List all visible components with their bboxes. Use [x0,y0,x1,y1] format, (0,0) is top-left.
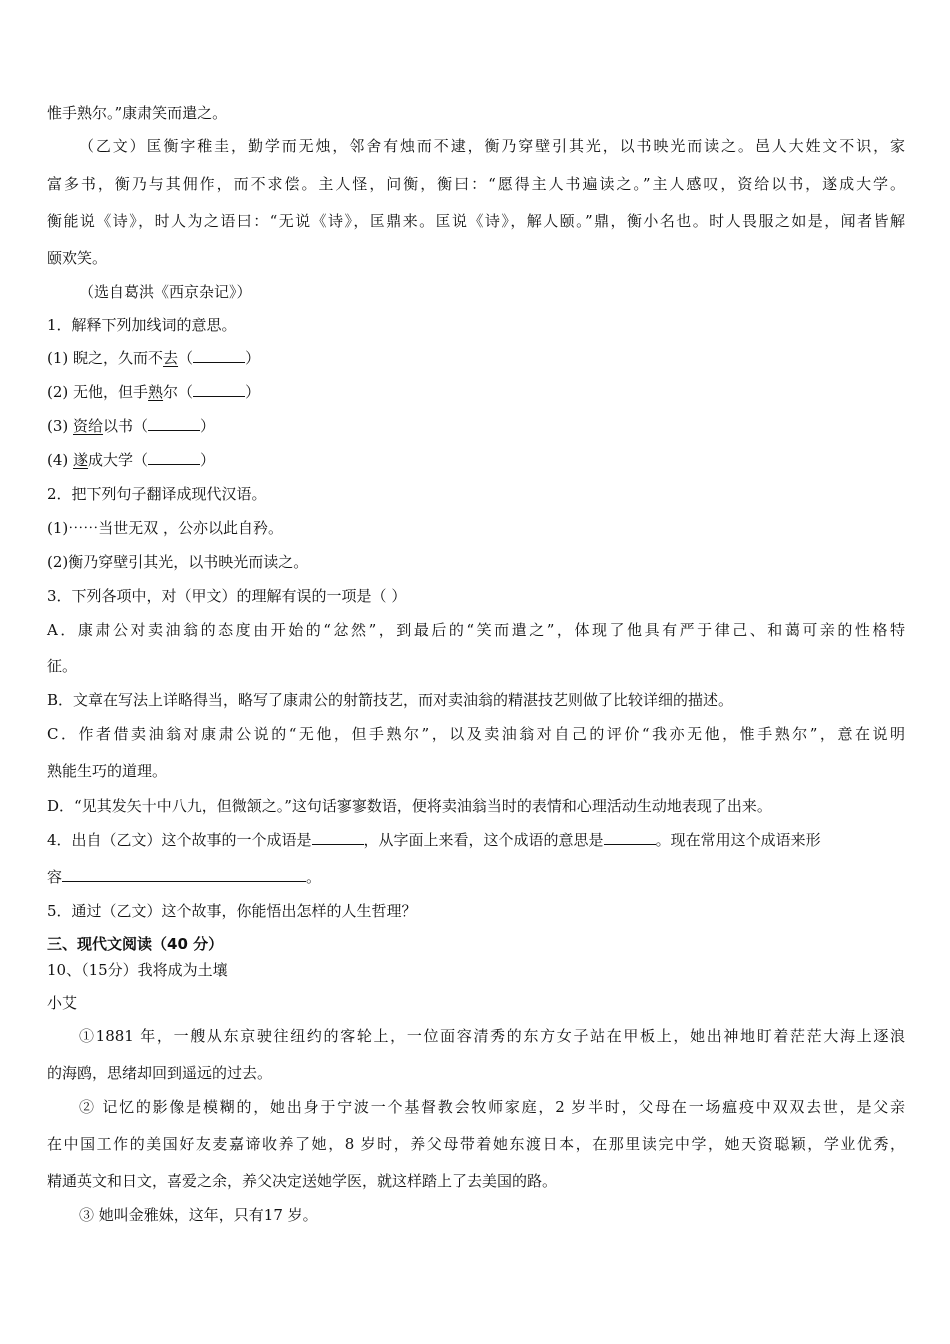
answer-blank[interactable] [62,867,306,882]
option-c: C．作者借卖油翁对康肃公说的“无他，但手熟尔”，以及卖油翁对自己的评价“我亦无他，惟手熟尔”，意在说明 [47,725,905,743]
question-text: 容 [47,868,63,886]
question-4 [47,830,905,850]
item-text: 成大学（ [88,451,149,469]
text-line: 颐欢笑。 [47,249,108,267]
item-text: ） [245,383,261,401]
item-text: (4) [47,451,74,469]
item-text: ） [245,349,261,367]
text-line: 富多书，衡乃与其佣作，而不求偿。主人怪，问衡，衡曰：“愿得主人书遍读之。”主人感叹，资给以书，遂成大学。 [47,175,905,193]
paragraph-2-cont: 精通英文和日文，喜爱之余，养父决定送她学医，就这样踏上了去美国的路。 [47,1172,558,1190]
underlined-word: 熟 [148,383,164,401]
answer-blank[interactable] [148,416,200,431]
paragraph-2: ② 记忆的影像是模糊的，她出身于宁波一个基督教会牧师家庭，2 岁半时，父母在一场瘟疫中双双去世，是父亲 [79,1098,905,1116]
option-a-cont: 征。 [47,657,78,675]
question-5: 5．通过（乙文）这个故事，你能悟出怎样的人生哲理？ [47,902,417,920]
option-d: D．“见其发矢十中八九，但微颔之。”这句话寥寥数语，便将卖油翁当时的表情和心理活动生动地表现了出来。 [47,797,772,815]
question-1-item [47,382,905,402]
question-text: 。 [306,868,322,886]
option-b: B．文章在写法上详略得当，略写了康肃公的射箭技艺，而对卖油翁的精湛技艺则做了比较详细的描述。 [47,691,734,709]
underlined-word: 遂 [73,451,89,469]
paragraph-1-cont: 的海鸥，思绪却回到遥远的过去。 [47,1064,273,1082]
item-text: 以书（ [103,417,149,435]
option-c-cont: 熟能生巧的道理。 [47,762,168,780]
paragraph-1: ①1881 年，一艘从东京驶往纽约的客轮上，一位面容清秀的东方女子站在甲板上，她出神地盯着茫茫大海上逐浪 [79,1027,905,1045]
item-text: ） [200,451,216,469]
question-1-item [47,416,905,436]
question-2: 2．把下列句子翻译成现代汉语。 [47,485,267,503]
question-4-cont [47,867,905,887]
question-2-item: (1)⋯⋯当世无双 ，公亦以此自矜。 [47,519,284,537]
paragraph-2-cont: 在中国工作的美国好友麦嘉谛收养了她，8 岁时，养父母带着她东渡日本，在那里读完中学，她天资聪颖，学业优秀， [47,1135,905,1153]
text-line: 惟手熟尔。”康肃笑而遣之。 [47,104,228,122]
question-2-item: (2)衡乃穿壁引其光，以书映光而读之。 [47,553,309,571]
question-text: 。现在常用这个成语来形 [655,831,821,849]
paragraph-3: ③ 她叫金雅妹，这年，只有17 岁。 [79,1206,318,1224]
answer-blank[interactable] [193,382,245,397]
item-text: ） [200,417,216,435]
item-text: 尔（ [163,383,194,401]
article-author: 小艾 [47,994,78,1012]
underlined-word: 去 [163,349,179,367]
question-3: 3．下列各项中，对（甲文）的理解有误的一项是（ ） [47,587,407,605]
item-text: （ [178,349,194,367]
section-heading: 三、现代文阅读（40 分） [47,935,224,953]
item-text: (2) 无他，但手 [47,383,149,401]
answer-blank[interactable] [193,348,245,363]
answer-blank[interactable] [312,830,364,845]
item-text: (3) [47,417,74,435]
answer-blank[interactable] [604,830,656,845]
question-1-item [47,348,905,368]
item-text: (1) 睨之，久而不 [47,349,164,367]
text-line: （乙文）匡衡字稚圭，勤学而无烛，邻舍有烛而不逮，衡乃穿壁引其光，以书映光而读之。邑人大姓文不识，家 [79,137,905,155]
question-text: 4．出自（乙文）这个故事的一个成语是 [47,831,312,849]
answer-blank[interactable] [148,450,200,465]
article-title: 10、（15分）我将成为土壤 [47,961,228,979]
text-line: 衡能说《诗》，时人为之语曰：“无说《诗》，匡鼎来。匡说《诗》，解人颐。”鼎，衡小名也。时人畏服之如是，闻者皆解 [47,212,905,230]
option-a: A．康肃公对卖油翁的态度由开始的“忿然”，到最后的“笑而遣之”，体现了他具有严于律己、和蔼可亲的性格特 [47,621,905,639]
question-1: 1．解释下列加线词的意思。 [47,316,237,334]
source-citation: （选自葛洪《西京杂记》） [79,283,252,301]
question-1-item [47,450,905,470]
underlined-word: 资给 [73,417,104,435]
question-text: ，从字面上来看，这个成语的意思是 [363,831,604,849]
